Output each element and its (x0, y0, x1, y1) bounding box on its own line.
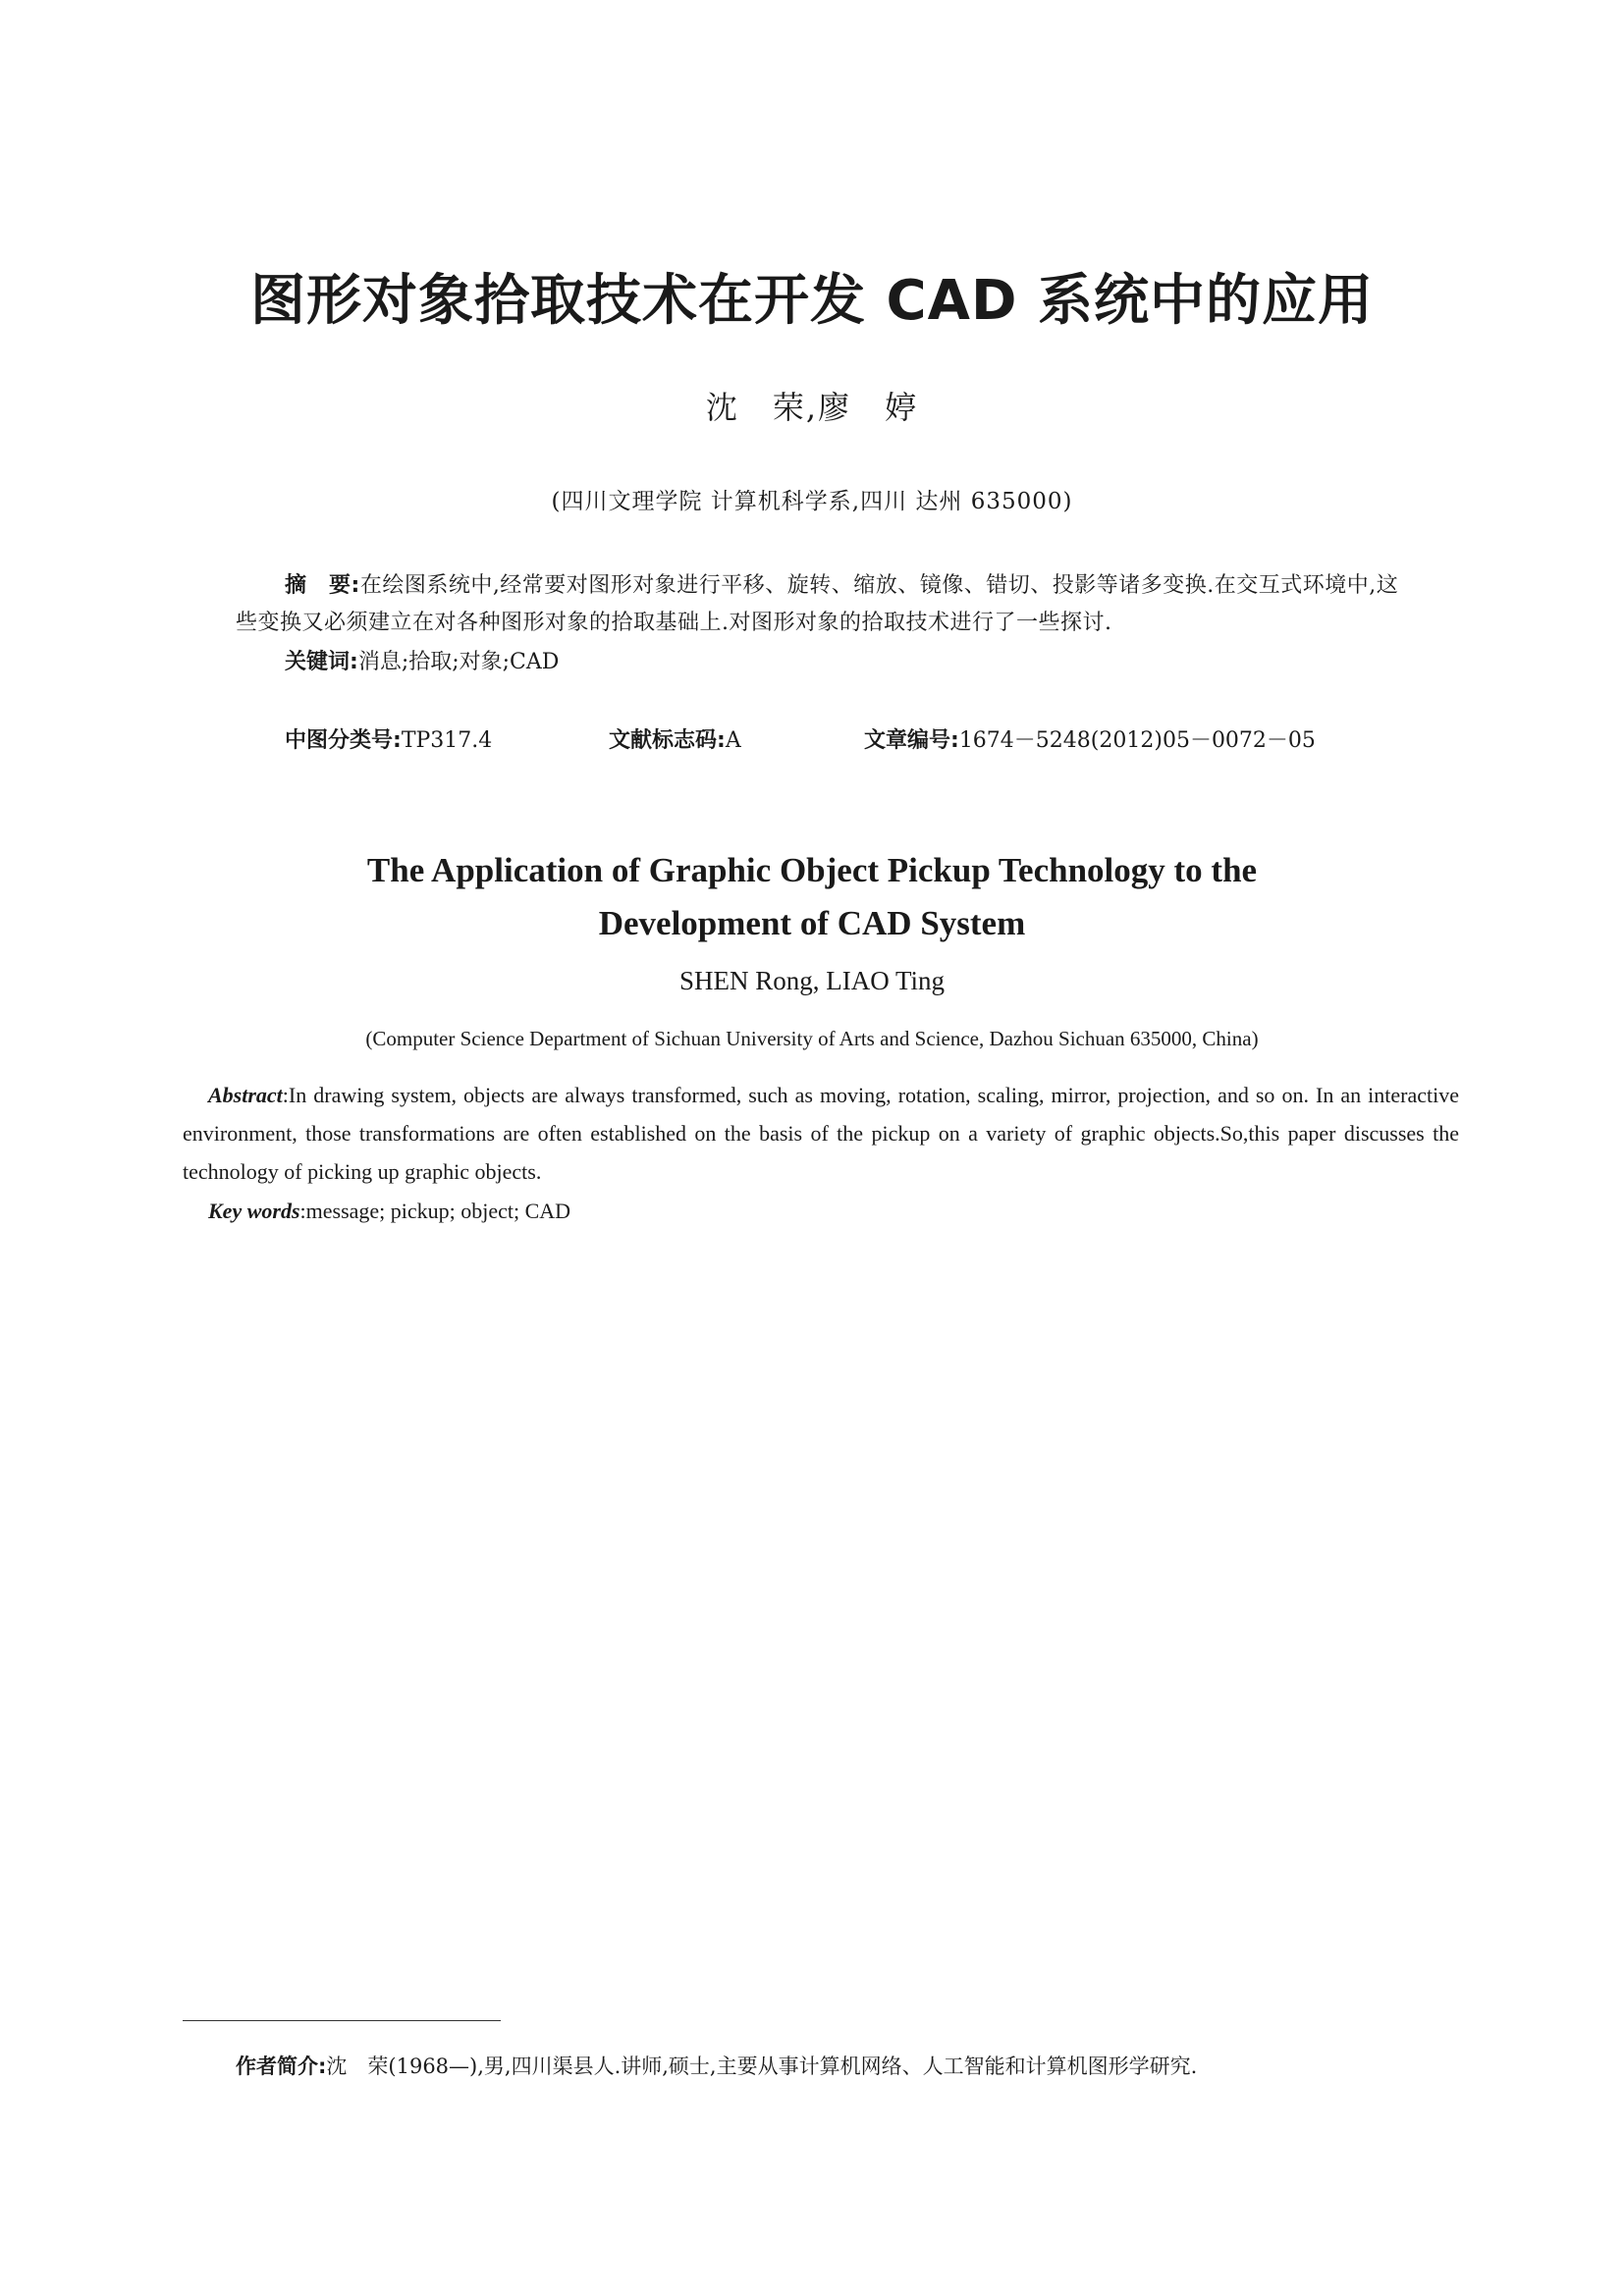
en-affiliation: (Computer Science Department of Sichuan University of Arts and Science, Dazhou Sichuan 635000, China) (365, 1027, 1259, 1050)
cn-abstract-label: 摘 要: (285, 573, 360, 598)
cn-keywords (285, 644, 559, 681)
en-title (0, 844, 1624, 950)
footnote-label: 作者简介: (236, 2055, 327, 2078)
cn-abstract (236, 567, 1404, 642)
en-title-line-1: The Application of Graphic Object Pickup Technology to the (366, 851, 1258, 889)
cn-title: 图形对象拾取技术在开发 CAD 系统中的应用 (250, 269, 1374, 333)
author-footnote (236, 2052, 1197, 2081)
cn-authors: 沈 荣,廖 婷 (705, 389, 919, 426)
article-number-value: 1674－5248(2012)05－0072－05 (958, 728, 1316, 753)
en-title-line-2: Development of CAD System (598, 904, 1026, 942)
en-keywords-sep: : (299, 1199, 306, 1223)
en-abstract-label: Abstract (208, 1083, 283, 1107)
en-abstract-text: In drawing system, objects are always transformed, such as moving, rotation, scaling, mirror, projection, and so on. In an interactive environment, those transformations are often established on the basis of the pickup on a variety of graphic objects.So,this paper discusses the technology of picking up graphic objects. (183, 1083, 1459, 1184)
cn-abstract-text: 在绘图系统中,经常要对图形对象进行平移、旋转、缩放、镜像、错切、投影等诸多变换.在交互式环境中,这些变换又必须建立在对各种图形对象的拾取基础上.对图形对象的拾取技术进行了一些探讨. (236, 573, 1399, 635)
clc-number (285, 726, 492, 756)
en-keywords-label: Key words (208, 1199, 300, 1223)
article-number (864, 726, 1316, 756)
doc-code (609, 726, 741, 756)
footnote-text: 沈 荣(1968—),男,四川渠县人.讲师,硕士,主要从事计算机网络、人工智能和计算机图形学研究. (326, 2055, 1198, 2078)
cn-keywords-text: 消息;拾取;对象;CAD (357, 650, 560, 674)
en-authors: SHEN Rong, LIAO Ting (678, 966, 946, 995)
doc-code-value: A (725, 728, 741, 753)
doc-code-label: 文献标志码: (609, 728, 726, 753)
article-number-label: 文章编号: (864, 728, 959, 753)
en-keywords-text: message; pickup; object; CAD (305, 1199, 571, 1223)
en-abstract (183, 1076, 1459, 1191)
clc-label: 中图分类号: (285, 728, 402, 753)
cn-keywords-label: 关键词: (285, 650, 358, 674)
cn-affiliation: (四川文理学院 计算机科学系,四川 达州 635000) (551, 489, 1073, 514)
en-abstract-sep: : (282, 1083, 289, 1107)
clc-value: TP317.4 (401, 728, 493, 753)
en-keywords (208, 1192, 570, 1230)
footnote-divider (183, 2020, 501, 2021)
